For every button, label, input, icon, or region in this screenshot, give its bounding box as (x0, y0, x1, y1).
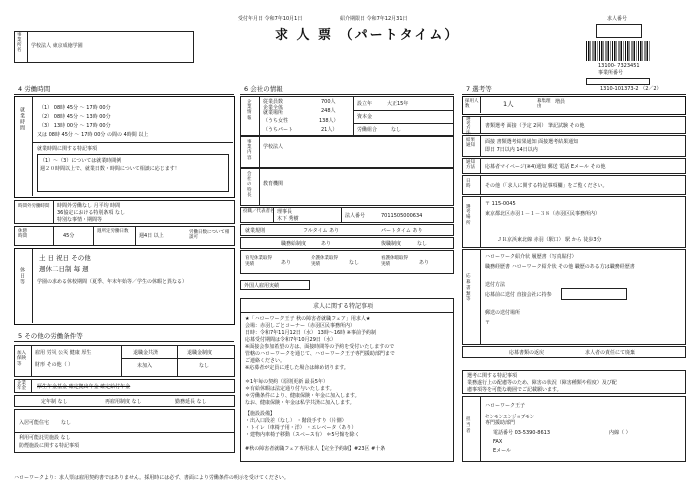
holiday-days: 土 日 祝日 その他 (39, 254, 91, 262)
special-line-7: ご連絡ください。 (245, 358, 286, 364)
section-5-heading: 5 その他の労働条件等 (18, 332, 83, 340)
section-7-heading: 7 選考等 (466, 85, 492, 93)
holiday-weekly: 週休二日制 毎 週 (39, 265, 89, 273)
extend-text: 勤務延長 なし (175, 399, 207, 405)
notice-box (462, 158, 686, 174)
result-label: 結果通知 (466, 138, 475, 149)
contact-phone: 電話番号 03-5390-8613 (493, 430, 551, 436)
representative-box (240, 207, 454, 223)
return-handling: 求人者の責任にて廃棄 (585, 350, 636, 356)
method-box (462, 116, 686, 137)
contact-ext: 内線（ ） (609, 430, 631, 436)
business-number-label: 事業所番号 (598, 70, 624, 76)
pension-label: 企業年金 (17, 381, 26, 391)
selection-notes-label: 選考に関する特記事項 (467, 373, 518, 379)
rejob-value: なし (417, 241, 428, 247)
foreign-box (240, 280, 310, 290)
docs-row-1: ハローワーク紹介状 履歴書（写真貼付） (485, 254, 577, 260)
weekly-days-value: 週4日 以上 (139, 233, 164, 239)
working-hours-box (14, 96, 235, 198)
business-content-box (240, 136, 454, 168)
place-label: 選考場所 (466, 205, 471, 226)
union-label: 労働組合 (357, 127, 378, 133)
special-line-11: ＊労働条件により、健康保険・年金に加入します。 (245, 393, 360, 399)
send-value: 応募前に送付 直接会社に持参 (485, 292, 552, 298)
retire-system-value: なし (199, 363, 210, 369)
rules-label: 就業規則 (245, 228, 266, 234)
insurance-box (14, 345, 235, 377)
special-circ-text: 特別な事情・期間等 (57, 217, 103, 223)
contact-label: 担当者 (466, 417, 471, 434)
selection-notes-box (462, 370, 686, 394)
workplace-label: 就業場所 (263, 110, 284, 116)
overtime-box (14, 200, 235, 224)
holiday-box (14, 248, 235, 325)
hire-count-value: 1人 (503, 100, 514, 108)
insurance-label: 加入保険等 (17, 351, 26, 367)
business-content-value: 学校法人 (263, 144, 284, 150)
business-content-label: 事業内容 (247, 140, 252, 161)
result-box (462, 135, 686, 157)
selection-notes-1: 業務遂行上の配慮等のため、障害の状況（障害種類や程度）及び配 (467, 380, 617, 386)
career-label: 職務給制度 (281, 241, 307, 247)
shift-3: （3） 13時 00分 ～ 17時 00分 (39, 123, 111, 129)
pension-box (14, 379, 235, 393)
contact-fax: FAX (493, 439, 503, 445)
leave-record-box (240, 250, 454, 274)
insurance-items: 雇用 労災 公災 健康 厚生 (35, 350, 92, 356)
contact-box (462, 396, 686, 462)
special-hours-box (37, 154, 229, 192)
date-value: その他（「求人に関する特記事項欄」をご覧ください。 (485, 183, 608, 189)
special-line-14: ・出入口段差（なし） ・階段手すり（片側） (245, 418, 347, 424)
systems-box (240, 237, 454, 249)
sanroku-text: 36協定における特別条項 なし (57, 210, 125, 216)
nursing2-label: 看護休暇取得実績 (381, 256, 408, 267)
docs-label: 応募書類等 (466, 274, 471, 303)
smoking-text: 防煙施設に関する特記事項 (19, 443, 80, 449)
nursing2-value: あり (419, 260, 430, 266)
housing-value: なし (61, 420, 72, 426)
rules-parttime: パートタイム あり (381, 228, 423, 234)
reason-label: 募集理由 (537, 99, 551, 110)
job-number-label: 求人番号 (607, 16, 628, 22)
rules-box (240, 224, 454, 236)
shift-2: （2） 08時 45分 ～ 13時 00分 (39, 114, 111, 120)
retire-mutual-label: 退職金共済 (133, 350, 159, 356)
page-code: 1310-101373-2 （2／2） (600, 86, 662, 92)
features-label: 会社の特長 (247, 172, 252, 198)
break-box (14, 226, 235, 246)
docs-box (462, 249, 686, 345)
part-label: （うちパート (263, 127, 294, 133)
contact-email: Eメール (493, 448, 512, 454)
special-line-4: 応募受付期間は令和7年10月29日（水） (245, 337, 336, 343)
mail-value: 〒 (485, 320, 491, 326)
break-value: 45分 (63, 233, 75, 239)
special-hours-label: 就業時間に関する特記事項 (37, 146, 98, 152)
nursing-label: 介護休業取得実績 (311, 256, 338, 267)
overtime-text: 時間外労働なし 月平均 時間 (57, 203, 121, 209)
special-line-3: 日時：令和7年11月12日（水） 13時～16時 ※事前予約制 (245, 330, 377, 336)
result-row-1: 面接 書類選考結果通知 面接選考結果通知 (485, 139, 579, 145)
retire-system-label: 退職金制度 (187, 350, 213, 356)
rules-fulltime: フルタイム あり (303, 228, 340, 234)
footer-note: ハローワークより：求人票は雇用契約書ではありません。採用時には必ず、書面により労働条件の明示を受けてください。 (14, 475, 289, 481)
whole-company-label: 企業全体 (263, 105, 284, 111)
contact-dept: 専門援助部門 (485, 420, 516, 426)
section-4-heading: 4 労働時間 (18, 85, 51, 93)
special-line-6: 管轄のハローワークを通じて、ハローワーク王子専門援助部門まで (245, 351, 395, 357)
special-notes-box (240, 298, 454, 462)
nursing-value: なし (349, 260, 360, 266)
special-hours-text-2: 週２０時間以上で、就業日数・時間について相談に応じます！ (40, 166, 180, 172)
barcode-image (586, 41, 650, 61)
career-value: あり (321, 241, 332, 247)
docs-row-2: 職務経歴書 ハローワーク紹介状 その他 職歴のある方は職務経歴書 (485, 264, 635, 270)
special-line-1: ★「ハローワーク王子 秋の障害者就職フェア」用求人★ (245, 316, 371, 322)
insurance-other: 財形 その他（ ） (35, 362, 74, 368)
rehire-text: 再雇用制度 なし (105, 399, 142, 405)
corp-number: 7011505000634 (381, 213, 423, 219)
union-value: なし (391, 127, 402, 133)
representative-name: 木下 秀樹 (277, 216, 299, 222)
special-line-13: 【施設設備】 (245, 411, 276, 417)
return-box (462, 346, 686, 358)
childcare-value: あり (281, 260, 292, 266)
weekly-days-consult: 労働日数について相談可 (189, 230, 230, 241)
housing-box (14, 409, 235, 453)
business-label: 事業所名 (17, 33, 22, 53)
women-value: 138人） (319, 118, 339, 124)
teinen-text: 定年制 なし (41, 399, 68, 405)
special-line-9: ＊1年毎の契約（原則更新 最長5年） (245, 379, 328, 385)
special-notes-heading: 求人に関する特記事項 (313, 303, 374, 310)
hire-count-label: 採用人数 (465, 99, 479, 110)
retire-mutual-value: 未加入 (137, 363, 153, 369)
special-line-17: #秋の障害者就職フェア専用求人【完全予約制】#23区 #十条 (245, 446, 386, 452)
method-label: 選考方法 (466, 117, 471, 137)
workplace-value: 248人 (321, 108, 336, 114)
retirement-age-box (14, 395, 235, 407)
daycare-text: 利用可能託児施設 なし (19, 435, 71, 441)
features-box (240, 168, 454, 206)
special-line-15: ・トイレ（車椅子用・洋） ・エレベータ（あり） (245, 425, 357, 431)
hire-count-box (462, 96, 686, 115)
business-name-box (14, 31, 194, 63)
notice-label: 通知方法 (466, 160, 475, 171)
foreign-label: 外国人雇用実績 (244, 283, 280, 289)
special-line-2: 会場：赤羽しごとコーナー（赤羽区民事務所内） (245, 323, 356, 329)
capital-label: 資本金 (357, 114, 373, 120)
date-label: 日時 (466, 179, 471, 190)
holiday-label: 休日等 (19, 267, 25, 285)
place-box (462, 196, 686, 248)
date-box (462, 175, 686, 195)
break-label: 休憩時間 (18, 229, 27, 239)
business-name: 学校法人 東京成徳学園 (31, 43, 83, 49)
company-info-label: 企業情報 (247, 100, 252, 121)
result-row-2: 即日 7日以内 14日以内 (485, 147, 538, 153)
part-value: 21人） (321, 127, 338, 133)
special-hours-text-1: （1）～（3）については就業時間例 (40, 158, 122, 164)
special-line-8: ※応募者が定員に達した場合は締め切ります。 (245, 365, 349, 371)
pension-items: 厚生年金基金 確定拠出年金 確定給付年金 (37, 384, 131, 390)
features-value: 教育機関 (263, 181, 284, 187)
holiday-note: 学園の求める休校期間（夏季、年末年始等／学生の休暇と異なる） (37, 279, 188, 285)
contact-org: ハローワーク王子 (485, 403, 526, 409)
special-line-10: ＊有給休暇は法定通り付与いたします。 (245, 386, 335, 392)
shift-1: （1） 08時 45分 ～ 17時 00分 (39, 105, 111, 111)
overtime-label: 時間外労働時間 (18, 204, 50, 209)
special-line-5: ※面接会参加希望の方は、面接時間等の予約を受付いたしますので (245, 344, 395, 350)
special-line-12: なお、健康保険・年金は私学共済に加入します。 (245, 400, 355, 406)
rejob-label: 復職制度 (381, 241, 402, 247)
shift-note: 又は 08時 45分 ～ 17時 00分 の間の 4時間 以上 (37, 132, 149, 138)
barcode-number: 13100- 7323451 (598, 63, 640, 69)
method-value: 書類選考 面接（予定 2回） 筆記試験 その他 (485, 123, 585, 129)
section-6-heading: 6 会社の情報 (244, 85, 283, 93)
referral-deadline: 紹介期限日 令和7年12月31日 (340, 16, 408, 22)
job-number-box (596, 24, 642, 38)
place-postal: 〒 115-0045 (485, 201, 516, 207)
housing-label: 入居可能住宅 (19, 420, 50, 426)
employees-label: 従業員数 (263, 99, 284, 105)
corp-number-label: 法人番号 (345, 213, 366, 219)
page-title: 求 人 票 （パートタイム） (275, 28, 460, 43)
weekly-days-label: 週所定労働日数 (97, 229, 129, 234)
women-label: （うち女性 (263, 118, 289, 124)
contact-dept-kana: センモンエンジョブモン (485, 415, 535, 420)
representative-title: 理事長 (277, 209, 293, 215)
return-label: 応募書類の返戻 (509, 350, 545, 356)
mail-label: 郵送の送付場所 (485, 310, 521, 316)
received-date: 受付年月日 令和7年10月1日 (238, 16, 303, 22)
founded-label: 設立年 (357, 101, 373, 107)
reason-value: 増員 (555, 99, 566, 105)
company-info-box (240, 96, 454, 136)
special-line-16: ・建物内車椅子移動（スペース有） ＊5号館を除く (245, 432, 360, 438)
whole-company-value: 700人 (321, 99, 336, 105)
selection-notes-2: 慮事項等を可能な範囲でご記載願います。 (467, 387, 562, 393)
shugyo-label: 就業時間 (19, 107, 25, 131)
founded-value: 大正15年 (387, 101, 409, 107)
place-address: 東京都北区赤羽１－１－３８（赤羽区民事務所内） (485, 211, 601, 217)
place-access: ＪＲ京浜東北線 赤羽（駅口） 駅 から 徒歩3分 (497, 237, 602, 243)
send-label: 送付方法 (485, 282, 506, 288)
representative-label: 役職／代表者名 (243, 209, 275, 214)
childcare-label: 育児休業取得実績 (245, 256, 272, 267)
notice-value: 応募者マイページ(※4)通知 郵送 電話 Eメール その他 (485, 164, 606, 170)
